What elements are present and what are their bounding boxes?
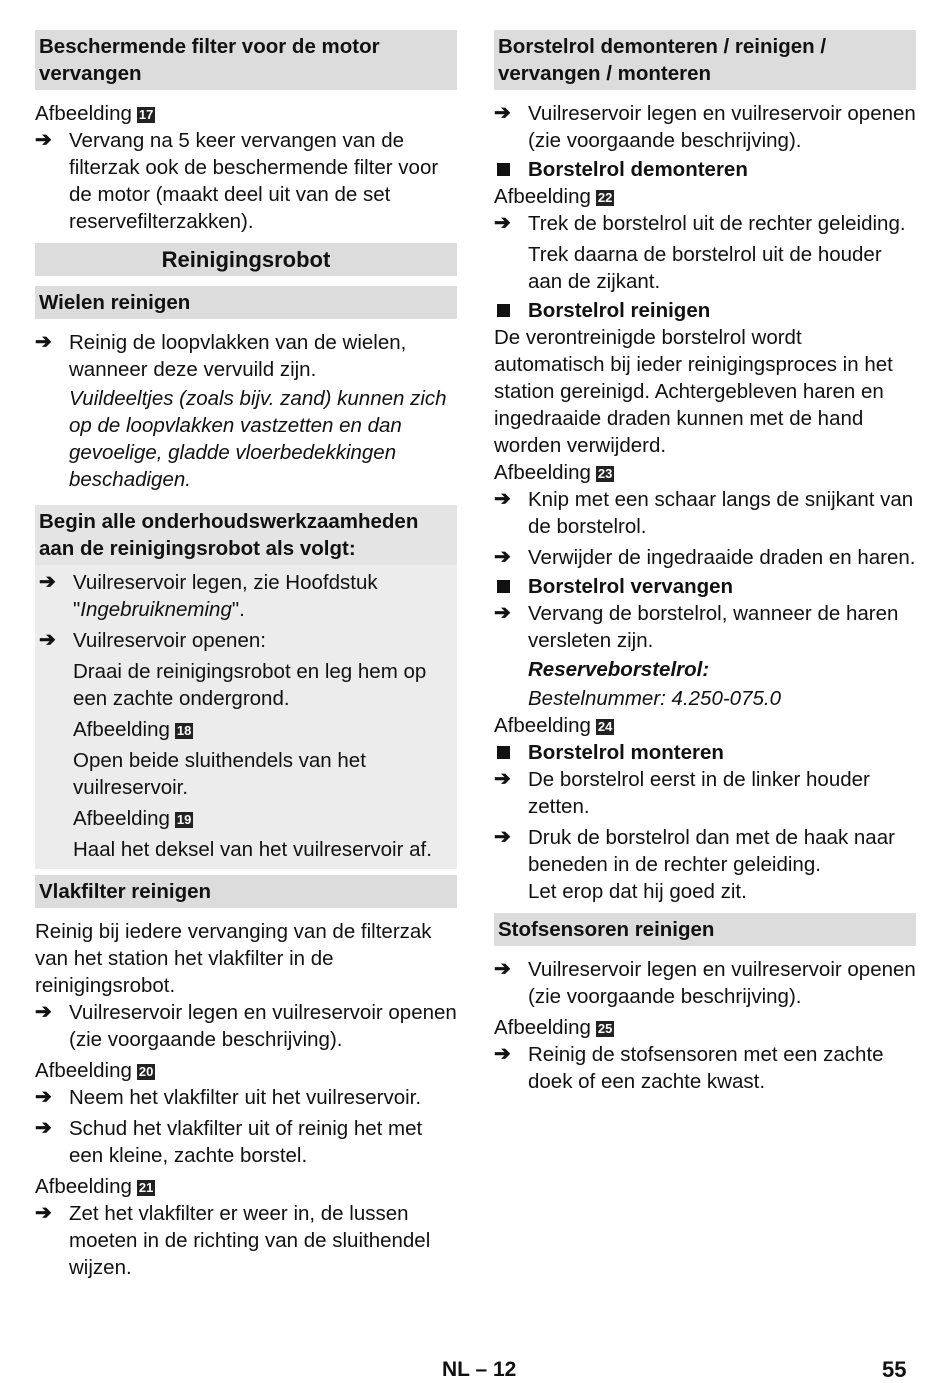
subheading: Borstelrol monteren — [494, 739, 916, 766]
step-detail: Draai de reinigingsrobot en leg hem op een zachte ondergrond. — [73, 660, 427, 710]
figure-number-badge: 18 — [176, 723, 192, 738]
arrow-right-icon: ➔ — [494, 102, 511, 124]
step-item: ➔ Vervang de borstelrol, wanneer de haren versleten zijn. — [494, 602, 899, 652]
arrow-right-icon: ➔ — [39, 571, 56, 593]
step-item: ➔ Vuilreservoir openen: — [39, 629, 266, 652]
subheading: Borstelrol vervangen — [494, 573, 916, 600]
step-item: ➔ Vuilreservoir legen, zie Hoofdstuk "Ingebruikneming". — [39, 571, 378, 621]
subheading: Borstelrol reinigen — [494, 297, 916, 324]
arrow-right-icon: ➔ — [494, 1043, 511, 1065]
square-bullet-icon — [494, 156, 528, 183]
figure-number-badge: 20 — [138, 1064, 154, 1079]
arrow-right-icon: ➔ — [494, 768, 511, 790]
arrow-right-icon: ➔ — [494, 488, 511, 510]
square-bullet-icon — [494, 573, 528, 600]
arrow-right-icon: ➔ — [494, 602, 511, 624]
paragraph: Reinig bij iedere vervanging van de filterzak van het station het vlakfilter in de reinigingsrobot. — [35, 920, 432, 997]
step-item: ➔ Neem het vlakfilter uit het vuilreservoir. — [35, 1086, 422, 1109]
step-item: ➔ Verwijder de ingedraaide draden en haren. — [494, 546, 916, 569]
paragraph: De verontreinigde borstelrol wordt automatisch bij ieder reinigingsproces in het station gereinigd. Achtergebleven haren en ingedraaide draden kunnen met de hand worden verwijderd. — [494, 326, 893, 457]
arrow-right-icon: ➔ — [494, 546, 511, 568]
step-item: ➔ Vervang na 5 keer vervangen van de filterzak ook de beschermende filter voor de motor (maakt deel uit van de set reservefilterzakken). — [35, 129, 439, 233]
page-number: 55 — [882, 1357, 907, 1382]
spare-part-number: Bestelnummer: 4.250-075.0 — [528, 687, 781, 710]
step-item: ➔ Vuilreservoir legen en vuilreservoir openen (zie voorgaande beschrijving). — [35, 1001, 457, 1051]
section-title-flat-filter: Vlakfilter reinigen — [35, 875, 457, 908]
figure-ref: Afbeelding 19 — [73, 807, 192, 830]
step-item: ➔ Reinig de loopvlakken van de wielen, wanneer deze vervuild zijn. — [35, 331, 407, 381]
arrow-right-icon: ➔ — [494, 958, 511, 980]
figure-number-badge: 19 — [176, 812, 192, 827]
figure-ref: Afbeelding 21 — [35, 1175, 154, 1198]
arrow-right-icon: ➔ — [35, 331, 52, 353]
square-bullet-icon — [494, 739, 528, 766]
figure-ref: Afbeelding 20 — [35, 1059, 154, 1082]
step-item: ➔ Trek de borstelrol uit de rechter geleiding. — [494, 212, 906, 235]
figure-ref: Afbeelding 18 — [73, 718, 192, 741]
step-item: ➔ Schud het vlakfilter uit of reinig het met een kleine, zachte borstel. — [35, 1117, 423, 1167]
step-item: ➔ De borstelrol eerst in de linker houder zetten. — [494, 768, 870, 818]
figure-number-badge: 23 — [597, 466, 613, 481]
left-column — [35, 30, 457, 1281]
arrow-right-icon: ➔ — [39, 629, 56, 651]
section-title-dust-sensors: Stofsensoren reinigen — [494, 913, 916, 946]
arrow-right-icon: ➔ — [35, 1086, 52, 1108]
figure-ref: Afbeelding 17 — [35, 102, 154, 125]
figure-number-badge: 17 — [138, 107, 154, 122]
step-item: ➔ Reinig de stofsensoren met een zachte doek of een zachte kwast. — [494, 1043, 884, 1093]
step-item: ➔ Druk de borstelrol dan met de haak naar beneden in de rechter geleiding. — [494, 826, 895, 876]
arrow-right-icon: ➔ — [35, 1001, 52, 1023]
square-bullet-icon — [494, 297, 528, 324]
step-detail: Haal het deksel van het vuilreservoir af. — [73, 838, 432, 861]
box-title: Begin alle onderhoudswerkzaamheden aan de reinigingsrobot als volgt: — [35, 505, 457, 565]
arrow-right-icon: ➔ — [35, 1117, 52, 1139]
step-detail: Trek daarna de borstelrol uit de houder aan de zijkant. — [528, 243, 882, 293]
step-detail: Open beide sluithendels van het vuilreservoir. — [73, 749, 366, 799]
figure-number-badge: 21 — [138, 1180, 154, 1195]
spare-part-label: Reserveborstelrol: — [528, 658, 710, 681]
subheading: Borstelrol demonteren — [494, 156, 916, 183]
figure-number-badge: 24 — [597, 719, 613, 734]
note-text: Vuildeeltjes (zoals bijv. zand) kunnen zich op de loopvlakken vastzetten en dan gevoelige, gladde vloerbedekkingen beschadigen. — [69, 387, 447, 491]
figure-ref: Afbeelding 22 — [494, 185, 613, 208]
figure-ref: Afbeelding 25 — [494, 1016, 613, 1039]
step-item: ➔ Vuilreservoir legen en vuilreservoir openen (zie voorgaande beschrijving). — [494, 102, 916, 152]
figure-number-badge: 22 — [597, 190, 613, 205]
section-title-motor-filter: Beschermende filter voor de motor vervangen — [35, 30, 457, 90]
page-footer-lang: NL – 12 — [442, 1358, 517, 1381]
arrow-right-icon: ➔ — [494, 212, 511, 234]
arrow-right-icon: ➔ — [494, 826, 511, 848]
figure-number-badge: 25 — [597, 1021, 613, 1036]
step-detail: Let erop dat hij goed zit. — [528, 880, 747, 903]
arrow-right-icon: ➔ — [35, 1202, 52, 1224]
step-item: ➔ Knip met een schaar langs de snijkant van de borstelrol. — [494, 488, 914, 538]
step-item: ➔ Vuilreservoir legen en vuilreservoir openen (zie voorgaande beschrijving). — [494, 958, 916, 1008]
figure-ref: Afbeelding 23 — [494, 461, 613, 484]
step-item: ➔ Zet het vlakfilter er weer in, de lussen moeten in de richting van de sluithendel wijzen. — [35, 1202, 431, 1279]
section-title-brush-roll: Borstelrol demonteren / reinigen / vervangen / monteren — [494, 30, 916, 90]
figure-ref: Afbeelding 24 — [494, 714, 613, 737]
section-title-wheels: Wielen reinigen — [35, 286, 457, 319]
chapter-title: Reinigingsrobot — [35, 243, 457, 276]
arrow-right-icon: ➔ — [35, 129, 52, 151]
right-column — [494, 30, 916, 1095]
maintenance-info-box — [35, 505, 457, 869]
